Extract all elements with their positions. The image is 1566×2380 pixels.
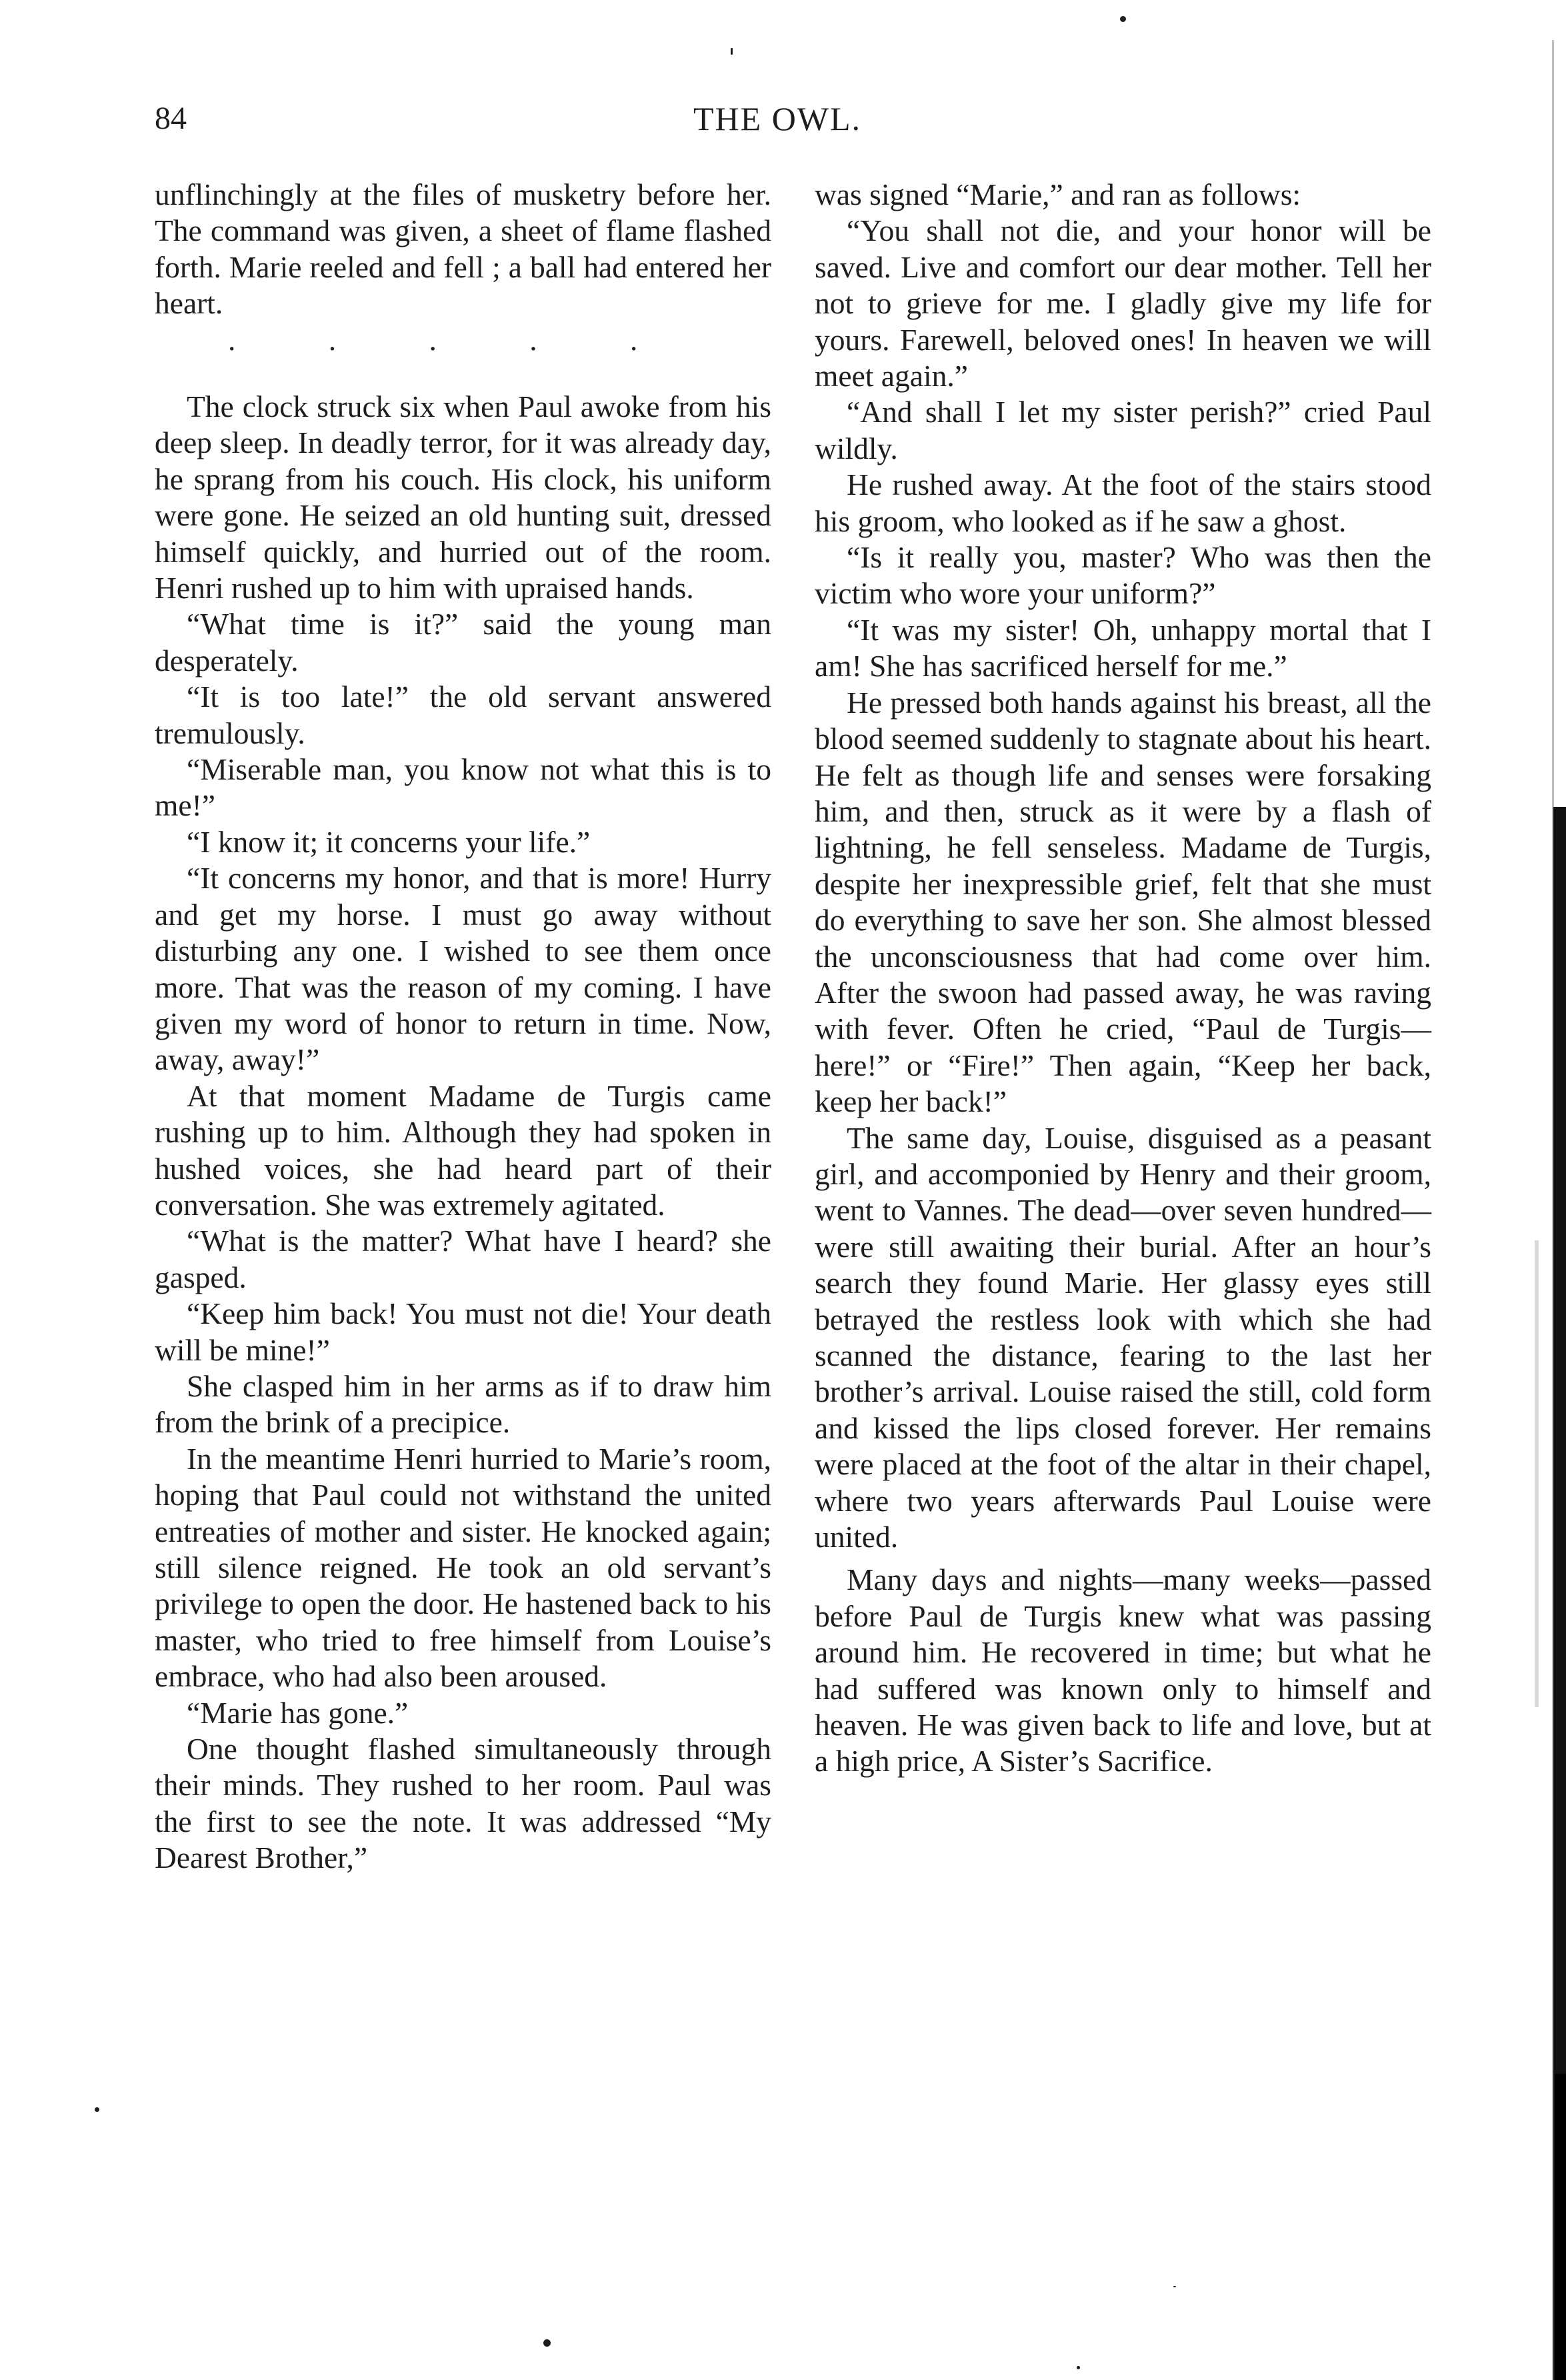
paragraph: “It was my sister! Oh, unhappy mortal that I am! She has sacrificed herself for me.”: [815, 612, 1431, 684]
ink-speck: [1077, 2366, 1080, 2369]
paragraph: “I know it; it concerns your life.”: [187, 824, 591, 859]
paragraph: “What is the matter? What have I heard? she gasped.: [155, 1224, 771, 1294]
paragraph: He pressed both hands against his breast, all the blood seemed suddenly to stagnate about his heart. He felt as though life and senses were forsaking him, and then, struck as it were by a flash of lightning, he fell senseless. Madame de Turgis, despite her inexpressible grief, felt that she must do everything to save her son. She almost blessed the unconsciousness that had come over him. After the swoon had passed away, he was raving with fever. Often he cried, “Paul de Turgis—here!” or “Fire!” Then again, “Keep her back, keep her back!”: [815, 685, 1431, 1119]
running-title: THE OWL.: [693, 100, 862, 137]
paragraph: unflinchingly at the files of musketry before her. The command was given, a sheet of flame flashed forth. Marie reeled and fell ; a ball had entered her heart.: [155, 177, 771, 321]
page-header: [0, 99, 1566, 145]
paragraph: She clasped him in her arms as if to draw him from the brink of a precipice.: [155, 1368, 771, 1440]
paragraph: “You shall not die, and your honor will be saved. Live and comfort our dear mother. Tell her not to grieve for me. I gladly give my life for yours. Farewell, beloved ones! In heaven we will meet again.”: [815, 213, 1431, 393]
paragraph: “It is too late!” the old servant answered tremulously.: [155, 680, 771, 750]
paragraph: The same day, Louise, disguised as a peasant girl, and accomponied by Henry and their groom, went to Vannes. The dead—over seven hundred—were still awaiting their burial. After an hour’s search they found Marie. Her glassy eyes still betrayed the restless look with which she had scanned the distance, fearing to the last her brother’s arrival. Louise raised the still, cold form and kissed the lips closed forever. Her remains were placed at the foot of the altar in their chapel, where two years afterwards Paul Louise were united.: [815, 1120, 1431, 1554]
page-number: 84: [155, 101, 187, 136]
paragraph: “Miserable man, you know not what this is to me!”: [155, 752, 771, 823]
right-text-column: [815, 177, 1431, 1780]
paragraph: “What time is it?” said the young man desperately.: [155, 607, 771, 678]
paragraph: was signed “Marie,” and ran as follows:: [815, 177, 1301, 211]
paragraph: “Is it really you, master? Who was then the victim who wore your uniform?”: [815, 540, 1431, 611]
ink-speck: [731, 48, 733, 55]
paragraph: “And shall I let my sister perish?” cried Paul wildly.: [815, 395, 1431, 465]
paragraph: Many days and nights—many weeks—passed before Paul de Turgis knew what was passing around him. He recovered in time; but what he had suffered was known only to himself and heaven. He was given back to life and love, but at a high price, A Sister’s Sacrifice.: [815, 1562, 1431, 1778]
paragraph: “It concerns my honor, and that is more! Hurry and get my horse. I must go away without disturbing any one. I wished to see them once more. That was the reason of my coming. I have given my word of honor to return in time. Now, away, away!”: [155, 861, 771, 1077]
ink-speck: [95, 2107, 99, 2112]
paragraph: One thought flashed simultaneously through their minds. They rushed to her room. Paul was the first to see the note. It was addressed “My Dearest Brother,”: [155, 1732, 771, 1875]
paragraph: In the meantime Henri hurried to Marie’s room, hoping that Paul could not withstand the united entreaties of mother and sister. He knocked again; still silence reigned. He took an old servant’s privilege to open the door. He hastened back to his master, who tried to free himself from Louise’s embrace, who had also been aroused.: [155, 1441, 771, 1694]
ink-speck: [1120, 16, 1126, 22]
section-break-dots: . . . . .: [228, 322, 681, 357]
paragraph: “Marie has gone.”: [187, 1695, 409, 1730]
paragraph: He rushed away. At the foot of the stairs stood his groom, who looked as if he saw a ghost.: [815, 467, 1431, 538]
paragraph: At that moment Madame de Turgis came rushing up to him. Although they had spoken in hushed voices, she had heard part of their conversation. She was extremely agitated.: [155, 1078, 771, 1222]
paragraph: “Keep him back! You must not die! Your death will be mine!”: [155, 1296, 771, 1367]
left-text-column: [155, 177, 771, 1877]
ink-speck: [1173, 2286, 1176, 2287]
ink-speck: [543, 2339, 551, 2347]
page-edge-scan-shadow: [1531, 40, 1566, 2380]
paragraph: The clock struck six when Paul awoke from his deep sleep. In deadly terror, for it was already day, he sprang from his couch. His clock, his uniform were gone. He seized an old hunting suit, dressed himself quickly, and hurried out of the room. Henri rushed up to him with upraised hands.: [155, 389, 771, 606]
